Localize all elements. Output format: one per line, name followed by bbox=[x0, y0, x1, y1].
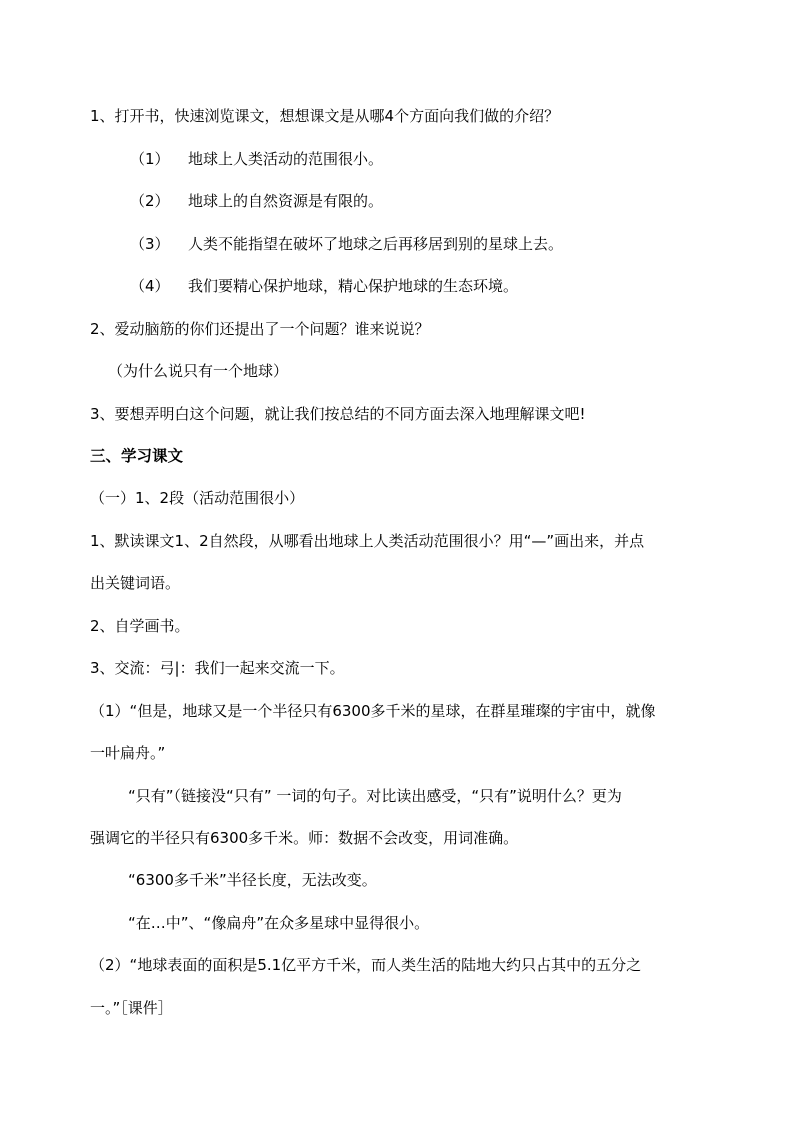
list-item-4 bbox=[130, 276, 518, 296]
list-item-1 bbox=[130, 149, 383, 169]
question-1: 1、打开书，快速浏览课文，想想课文是从哪4个方面向我们做的介绍？ bbox=[90, 107, 560, 125]
list-item-number: （3） bbox=[130, 235, 170, 253]
list-item-text: 我们要精心保护地球，精心保护地球的生态环境。 bbox=[188, 277, 519, 295]
question-2: 2、爱动脑筋的你们还提出了一个问题？谁来说说？ bbox=[90, 320, 430, 338]
list-item-text: 地球上的自然资源是有限的。 bbox=[188, 192, 384, 210]
list-item-text: 地球上人类活动的范围很小。 bbox=[188, 150, 384, 168]
step-3: 3、交流：弓|：我们一起来交流一下。 bbox=[90, 659, 345, 677]
quote-2-line-1: （2）“地球表面的面积是5.1亿平方千米，而人类生活的陆地大约只占其中的五分之 bbox=[90, 956, 642, 974]
quote-1-line-1: （1）“但是，地球又是一个半径只有6300多千米的星球，在群星璀璨的宇宙中，就像 bbox=[90, 702, 656, 720]
list-item-text: 人类不能指望在破坏了地球之后再移居到别的星球上去。 bbox=[188, 235, 564, 253]
quote-1-line-2: 一叶扁舟。” bbox=[90, 744, 166, 762]
list-item-number: （1） bbox=[130, 150, 170, 168]
note-2: “6300多千米”半径长度，无法改变。 bbox=[128, 871, 377, 889]
list-item-number: （2） bbox=[130, 192, 170, 210]
note-3: “在…中”、“像扁舟”在众多星球中显得很小。 bbox=[128, 914, 430, 932]
question-2-answer: （为什么说只有一个地球） bbox=[108, 362, 289, 380]
step-1-line-1: 1、默读课文1、2自然段，从哪看出地球上人类活动范围很小？用“—”画出来，并点 bbox=[90, 532, 645, 550]
step-2: 2、自学画书。 bbox=[90, 617, 190, 635]
question-3: 3、要想弄明白这个问题，就让我们按总结的不同方面去深入地理解课文吧! bbox=[90, 405, 586, 423]
list-item-number: （4） bbox=[130, 277, 170, 295]
list-item-2 bbox=[130, 191, 383, 211]
step-1-line-2: 出关键词语。 bbox=[90, 574, 181, 592]
list-item-3 bbox=[130, 234, 563, 254]
note-1-line-2: 强调它的半径只有6300多千米。师：数据不会改变，用词准确。 bbox=[90, 829, 519, 847]
section-heading: 三、学习课文 bbox=[90, 447, 184, 465]
quote-2-line-2: 一。”［课件］ bbox=[90, 999, 173, 1017]
subsection-heading: （一）1、2段（活动范围很小） bbox=[90, 489, 305, 507]
note-1-line-1: “只有”（链接没“只有” 一词的句子。对比读出感受，“只有”说明什么？更为 bbox=[128, 787, 622, 805]
